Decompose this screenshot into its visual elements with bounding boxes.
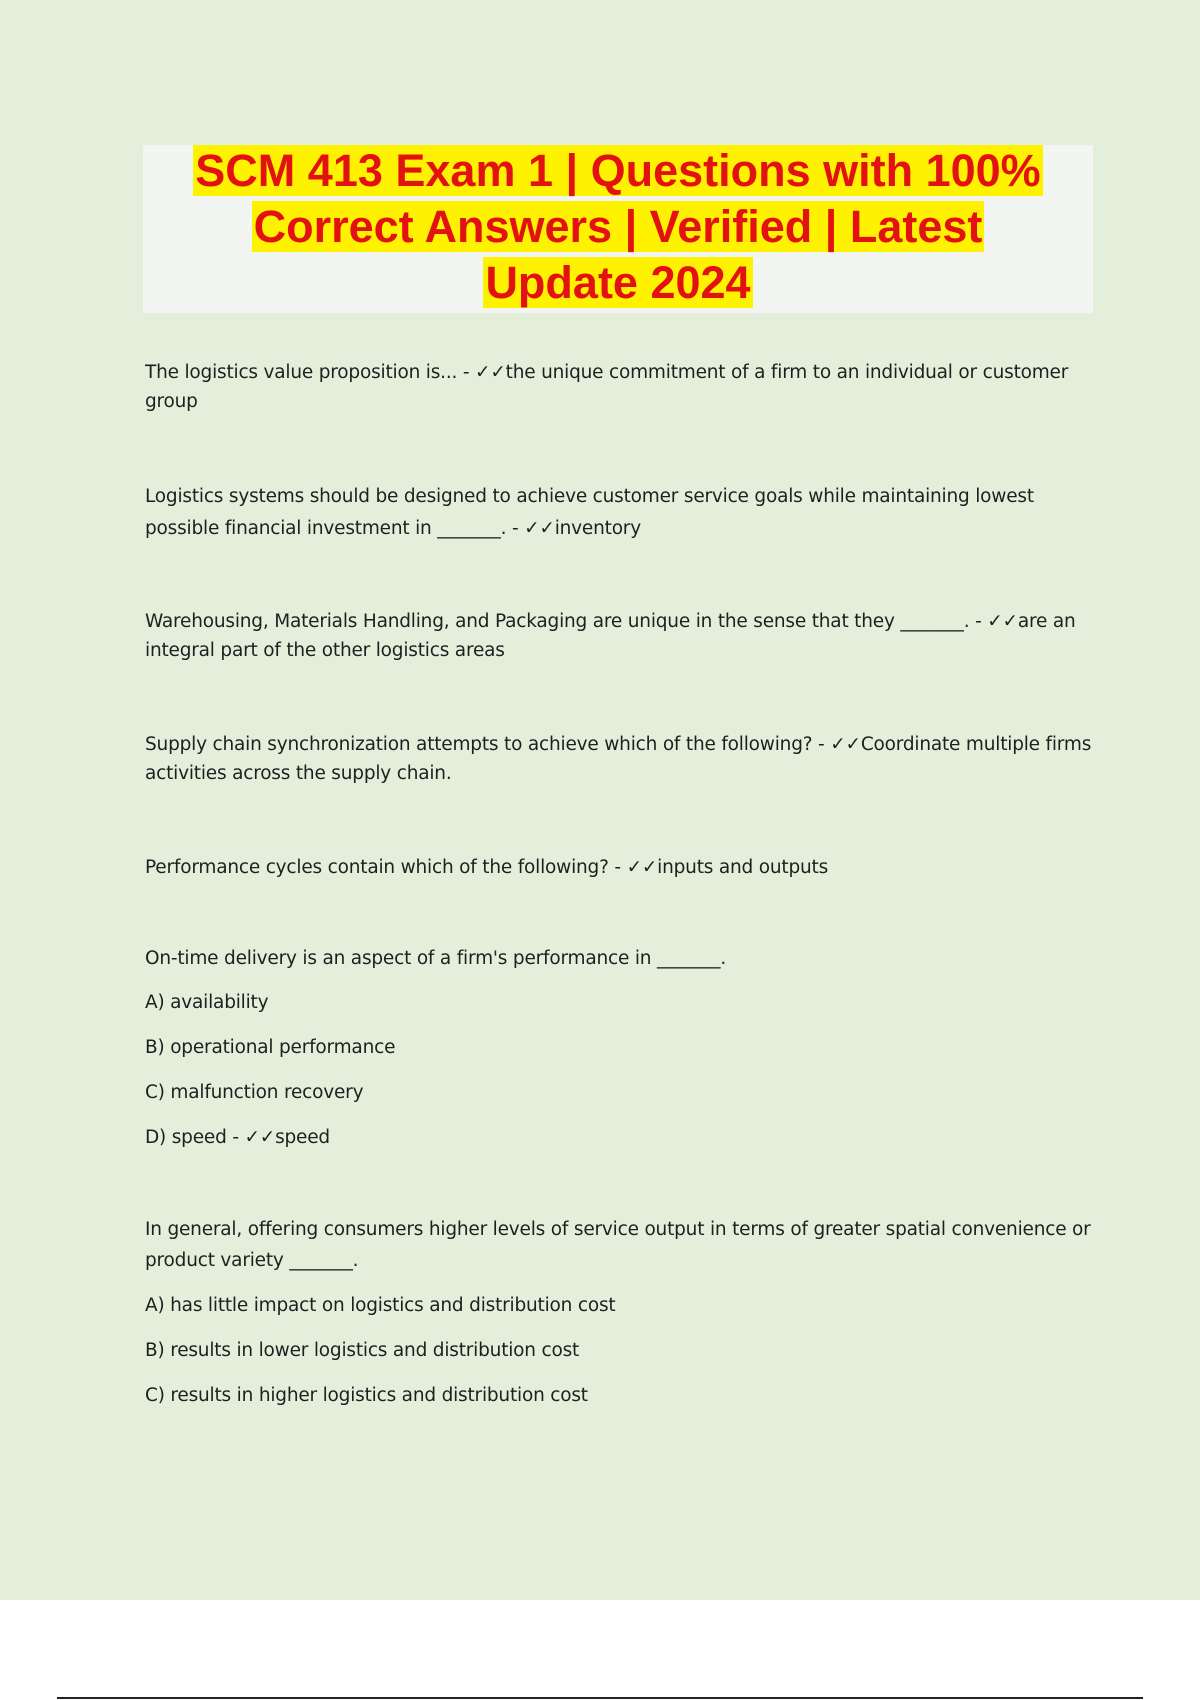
check-mark-icon: ✓✓: [626, 857, 658, 878]
mc-option-b: B) results in lower logistics and distribution cost: [145, 1340, 580, 1361]
question-text: Logistics systems should be designed to achieve customer service goals while maintaining lowest possible financial investment in _______. -: [145, 486, 1034, 539]
mc-option-c: C) malfunction recovery: [145, 1082, 364, 1103]
answer-text: the unique commitment of a firm to an individual or customer group: [145, 362, 1069, 412]
qa-item-2: [145, 481, 1100, 545]
document-title: [143, 143, 1093, 311]
check-mark-icon: ✓✓: [830, 734, 861, 755]
question-text: Supply chain synchronization attempts to achieve which of the following? -: [145, 734, 831, 755]
question-text: Warehousing, Materials Handling, and Packaging are unique in the sense that they _______. -: [145, 611, 988, 632]
mc-option-a: A) availability: [145, 992, 269, 1013]
check-mark-icon: ✓✓: [987, 611, 1018, 632]
question-text: Performance cycles contain which of the following? -: [145, 857, 627, 878]
title-line-2: Correct Answers | Verified | Latest: [253, 201, 983, 252]
title-line-1: SCM 413 Exam 1 | Questions with 100%: [195, 145, 1041, 196]
answer-text: inputs and outputs: [657, 857, 829, 878]
answer-text: Coordinate multiple firms activities across the supply chain.: [145, 734, 1092, 784]
qa-item-5: [145, 853, 1100, 882]
mc-option-d: D) speed - ✓✓speed: [145, 1127, 330, 1148]
qa-item-1: [145, 358, 1100, 416]
answer-text: are an integral part of the other logistics areas: [145, 611, 1076, 661]
mc-option-c: C) results in higher logistics and distribution cost: [145, 1385, 588, 1406]
title-line-3: Update 2024: [485, 257, 751, 308]
mc-option-b: B) operational performance: [145, 1037, 396, 1058]
mc-option-a: A) has little impact on logistics and distribution cost: [145, 1295, 616, 1316]
document-body: [145, 358, 1100, 1410]
answer-text: inventory: [554, 518, 641, 539]
qa-item-4: [145, 730, 1100, 788]
qa-item-3: [145, 607, 1100, 665]
mc-item-1: [145, 944, 1100, 1152]
check-mark-icon: ✓✓: [524, 518, 555, 539]
question-text: The logistics value proposition is... -: [145, 362, 476, 383]
mc-item-2: [145, 1214, 1100, 1410]
mc-question-stem: On-time delivery is an aspect of a firm's performance in _______.: [145, 948, 727, 969]
check-mark-icon: ✓✓: [475, 362, 506, 383]
footer-rule: [57, 1697, 1143, 1699]
mc-question-stem: In general, offering consumers higher levels of service output in terms of greater spatial convenience or product variety _______.: [145, 1219, 1091, 1271]
